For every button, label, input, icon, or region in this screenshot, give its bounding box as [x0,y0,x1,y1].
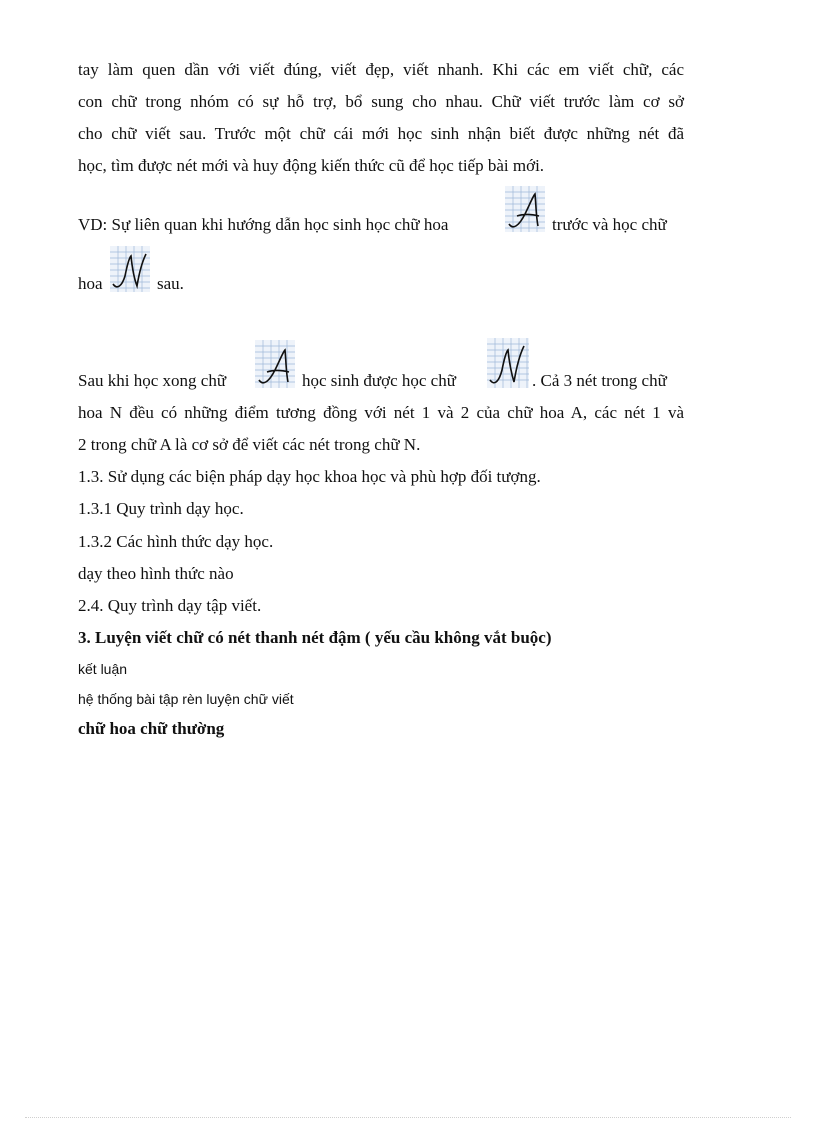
heading-1-3-1: 1.3.1 Quy trình dạy học. [78,499,244,518]
note-he-thong-bai-tap: hệ thống bài tập rèn luyện chữ viết [78,691,294,707]
note-ket-luan: kết luận [78,661,128,677]
paragraph-line-9: 2 trong chữ A là cơ sở để viết các nét trong chữ N. [78,435,421,454]
note-day-theo-hinh-thuc: dạy theo hình thức nào [78,564,234,583]
comparison-text-3: . Cả 3 nét trong chữ [532,371,667,390]
note-chu-hoa-chu-thuong: chữ hoa chữ thường [78,719,225,738]
cursive-A-letter-image [505,186,545,232]
paragraph-line-4: học, tìm được nét mới và huy động kiến thức cũ để học tiếp bài mới. [78,156,545,175]
example-line [78,215,448,235]
paragraph-line-3: cho chữ viết sau. Trước một chữ cái mới học sinh nhận biết được những nét đã [78,124,684,143]
cursive-N-letter-image-2 [487,338,529,388]
example-line-2-sau: sau. [157,274,184,293]
comparison-text-1: Sau khi học xong chữ [78,371,227,390]
heading-2-4: 2.4. Quy trình dạy tập viết. [78,596,262,615]
paragraph-line-1: tay làm quen dần với viết đúng, viết đẹp, viết nhanh. Khi các em viết chữ, các [78,60,684,79]
heading-3: 3. Luyện viết chữ có nét thanh nét đậm ( yếu cầu không vắt buộc) [78,628,552,647]
comparison-text-2: học sinh được học chữ [302,371,456,390]
example-text-before: VD: Sự liên quan khi hướng dẫn học sinh học chữ hoa [78,215,449,234]
example-line-2-hoa: hoa [78,274,103,293]
cursive-N-letter-image [110,246,150,292]
heading-1-3: 1.3. Sử dụng các biện pháp dạy học khoa học và phù hợp đối tượng. [78,467,541,486]
page-bottom-divider [25,1117,791,1118]
paragraph-line-8: hoa N đều có những điểm tương đồng với nét 1 và 2 của chữ hoa A, các nét 1 và [78,403,684,422]
example-text-after: trước và học chữ [552,215,667,234]
cursive-A-letter-image-2 [255,340,295,388]
paragraph-line-2: con chữ trong nhóm có sự hỗ trợ, bổ sung cho nhau. Chữ viết trước làm cơ sở [78,92,684,111]
heading-1-3-2: 1.3.2 Các hình thức dạy học. [78,532,274,551]
